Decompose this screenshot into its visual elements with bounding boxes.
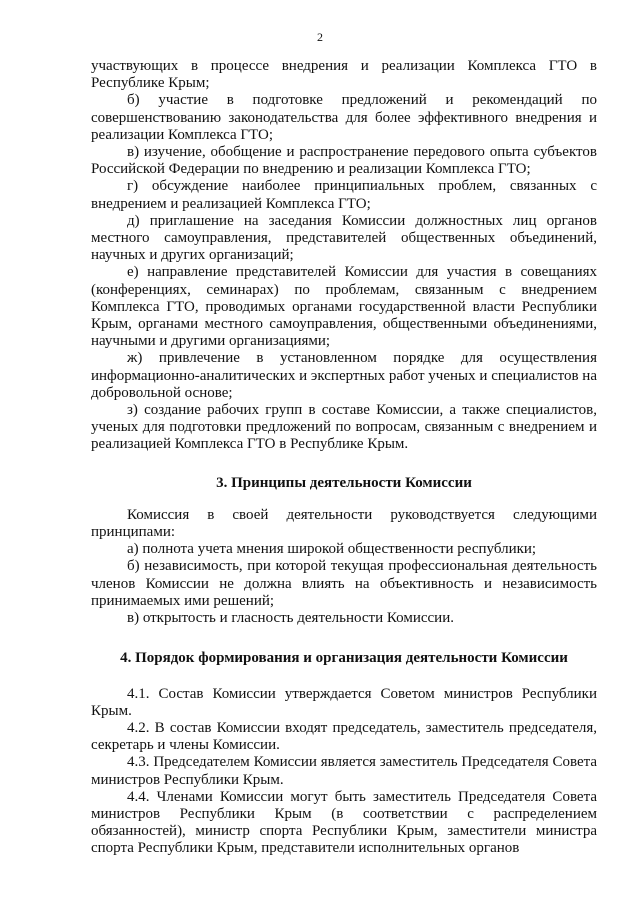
section-3-intro: Комиссия в своей деятельности руководствуется следующими принципами: <box>91 506 597 541</box>
section-3-item-v: в) открытость и гласность деятельности Комиссии. <box>127 610 454 627</box>
page-number: 2 <box>317 30 323 44</box>
paragraph-zh: ж) привлечение в установленном порядке для осуществления информационно-аналитических и экспертных работ ученых и специалистов на добровольной основе; <box>91 350 597 401</box>
section-4-heading: 4. Порядок формирования и организация деятельности Комиссии <box>120 650 568 667</box>
section-4-item-4: 4.4. Членами Комиссии могут быть заместитель Председателя Совета министров Республики Крым (в соответствии с распределением обязанностей), министр спорта Республики Крым, заместители министра спорта Республики Крым, представители исполнительных органов <box>91 788 597 857</box>
paragraph-a-continued: участвующих в процессе внедрения и реализации Комплекса ГТО в Республике Крым; <box>91 58 597 92</box>
paragraph-v: в) изучение, обобщение и распространение передового опыта субъектов Российской Федерации по внедрению и реализации Комплекса ГТО; <box>91 144 597 178</box>
section-4-item-2: 4.2. В состав Комиссии входят председатель, заместитель председателя, секретарь и члены Комиссии. <box>91 719 597 754</box>
section-3-item-a: а) полнота учета мнения широкой общественности республики; <box>127 541 537 558</box>
section-4-item-3: 4.3. Председателем Комиссии является заместитель Председателя Совета министров Республики Крым. <box>91 754 597 788</box>
document-body <box>91 58 597 858</box>
paragraph-e: е) направление представителей Комиссии для участия в совещаниях (конференциях, семинарах) по проблемам, связанным с внедрением Комплекса ГТО, проводимых органами государственной власти Республики Крым, органами местного самоуправления, общественными объединениями, научными и другими организациями; <box>91 264 597 350</box>
section-4-item-1: 4.1. Состав Комиссии утверждается Советом министров Республики Крым. <box>91 685 597 719</box>
section-3-item-b: б) независимость, при которой текущая профессиональная деятельность членов Комиссии не должна влиять на объективность и независимость принимаемых ими решений; <box>91 558 597 609</box>
section-3-heading: 3. Принципы деятельности Комиссии <box>216 474 472 491</box>
paragraph-z: з) создание рабочих групп в составе Комиссии, а также специалистов, ученых для подготовки предложений по вопросам, связанным с внедрением и реализацией Комплекса ГТО в Республике Крым. <box>91 402 597 453</box>
paragraph-b: б) участие в подготовке предложений и рекомендаций по совершенствованию законодательства для более эффективного внедрения и реализации Комплекса ГТО; <box>91 92 597 143</box>
paragraph-d: д) приглашение на заседания Комиссии должностных лиц органов местного самоуправления, представителей общественных объединений, научных и других организаций; <box>91 212 597 264</box>
paragraph-g: г) обсуждение наиболее принципиальных проблем, связанных с внедрением и реализацией Комплекса ГТО; <box>91 178 597 212</box>
